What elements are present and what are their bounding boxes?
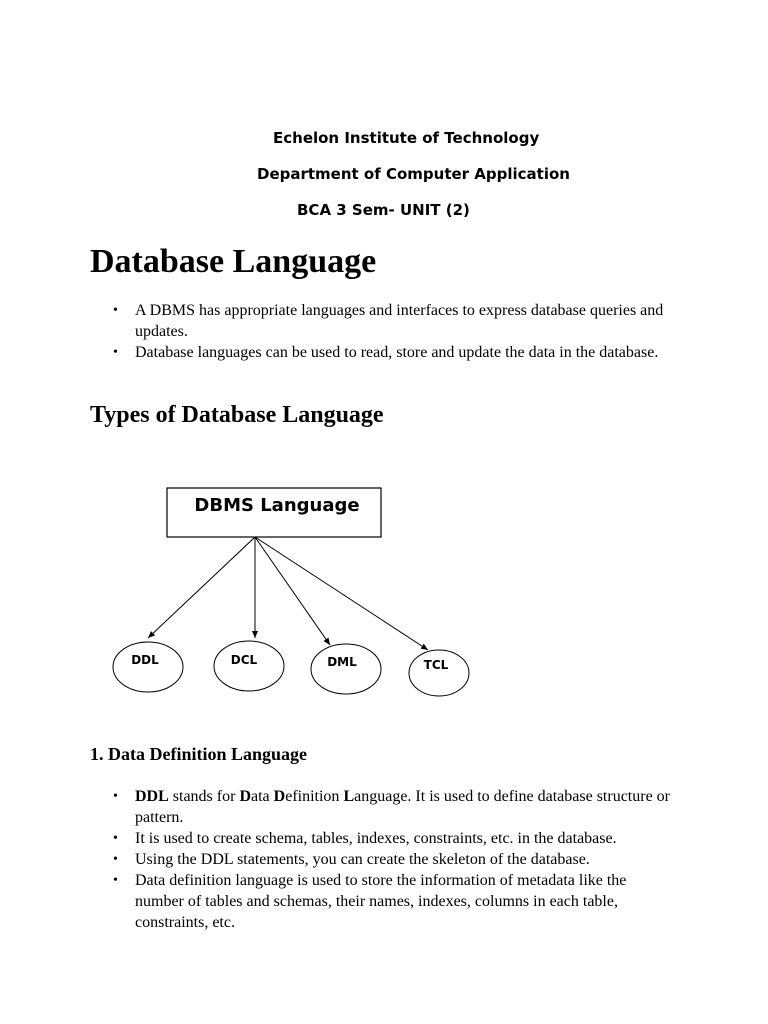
ddl-heading: 1. Data Definition Language <box>90 744 308 764</box>
text-run: anguage. It is used to define database structure or pattern. <box>135 788 670 826</box>
department-name: Department of Computer Application <box>257 165 570 183</box>
text-run: stands for <box>168 788 240 805</box>
edge-to-tcl <box>255 537 428 650</box>
dcl-node-label: DCL <box>230 653 258 667</box>
course-unit: BCA 3 Sem- UNIT (2) <box>297 201 470 219</box>
dml-node-label: DML <box>327 655 357 669</box>
edge-to-dml <box>255 537 330 645</box>
dml-node <box>311 644 381 694</box>
text-run: ata <box>251 788 274 805</box>
list-item <box>90 786 675 828</box>
root-node-label: DBMS Language <box>194 495 360 516</box>
tcl-node-label: TCL <box>423 658 449 672</box>
types-heading: Types of Database Language <box>90 402 384 428</box>
ddl-node-label: DDL <box>131 653 159 667</box>
list-item: • It is used to create schema, tables, indexes, constraints, etc. in the database. <box>90 828 675 849</box>
tcl-node <box>409 650 469 696</box>
ddl-bullets <box>90 786 675 933</box>
list-item: • Data definition language is used to store the information of metadata like the number of tables and schemas, their names, indexes, columns in each table, constraints, etc. <box>90 870 675 933</box>
database-language-heading: Database Language <box>90 243 377 280</box>
emphasis-letter: L <box>343 788 355 805</box>
ddl-node <box>113 642 183 692</box>
emphasis-letter: D <box>273 788 286 805</box>
list-item: • A DBMS has appropriate languages and interfaces to express database queries and updates. <box>90 300 675 342</box>
edge-to-ddl <box>148 537 255 638</box>
text-run: efinition <box>285 788 344 805</box>
emphasis-letter: D <box>239 788 251 805</box>
list-item: • Database languages can be used to read, store and update the data in the database. <box>90 342 675 363</box>
ddl-term: DDL <box>135 788 169 805</box>
list-item: • Using the DDL statements, you can create the skeleton of the database. <box>90 849 675 870</box>
institute-name: Echelon Institute of Technology <box>273 129 540 147</box>
